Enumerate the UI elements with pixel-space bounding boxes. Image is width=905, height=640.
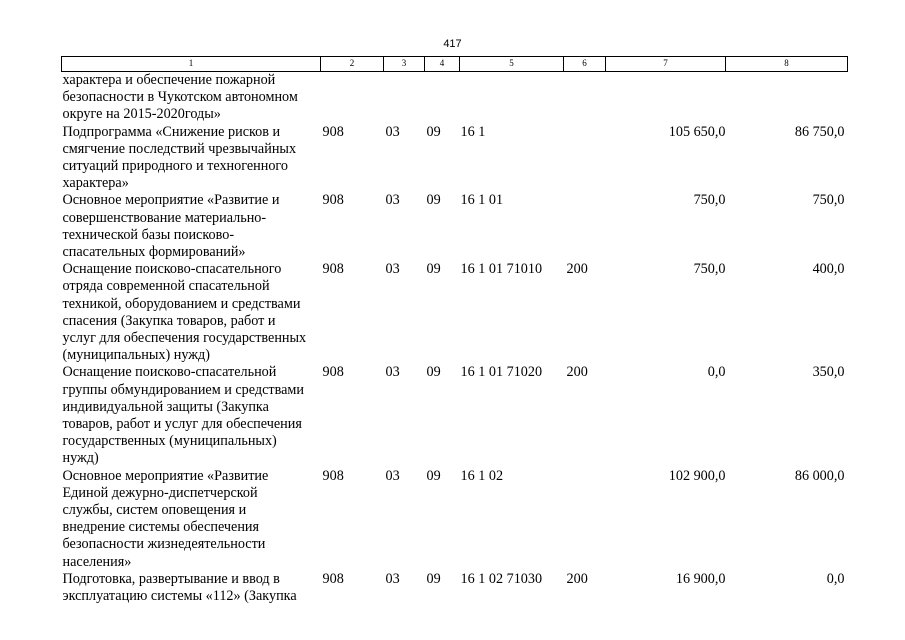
amount-1-cell: [606, 72, 726, 124]
item-name-line: Подпрограмма «Снижение рисков и: [62, 123, 281, 140]
item-name-line: техникой, оборудованием и средствами: [62, 295, 301, 312]
item-name-line: Единой дежурно-диспетчерской: [62, 484, 258, 501]
item-name-line: Основное мероприятие «Развитие и: [62, 192, 280, 209]
header-col-3: 3: [384, 57, 425, 72]
subsection-cell: [425, 72, 460, 124]
expense-type-cell: [564, 192, 606, 261]
item-name-line: товаров, работ и услуг для обеспечения: [62, 416, 302, 433]
budget-table: [61, 56, 848, 605]
grbs-cell: 908: [322, 364, 344, 381]
column-number-header: [62, 57, 848, 72]
item-name-line: Подготовка, развертывание и ввод в: [62, 570, 280, 587]
amount-2-cell: 400,0: [812, 261, 845, 278]
item-name-line: нужд): [62, 450, 99, 467]
grbs-cell: 908: [322, 123, 344, 140]
table-row: [62, 571, 848, 605]
amount-1-cell: 105 650,0: [668, 123, 726, 140]
subsection-cell: 09: [426, 123, 441, 140]
target-article-cell: 16 1 01: [460, 192, 504, 209]
item-name-cell: [62, 124, 321, 193]
section-cell: 03: [385, 123, 400, 140]
item-name-cell: [62, 192, 321, 261]
subsection-cell: 09: [426, 570, 441, 587]
expense-type-cell: 200: [566, 570, 588, 587]
item-name-line: Оснащение поисково-спасательного: [62, 261, 282, 278]
subsection-cell: 09: [426, 192, 441, 209]
table-row: [62, 261, 848, 364]
grbs-cell: [321, 72, 384, 124]
table-row: [62, 468, 848, 571]
item-name-line: округе на 2015-2020годы»: [62, 106, 221, 123]
target-article-cell: 16 1 02: [460, 467, 504, 484]
amount-1-cell: 102 900,0: [668, 467, 726, 484]
amount-2-cell: 86 000,0: [794, 467, 845, 484]
subsection-cell: 09: [426, 364, 441, 381]
item-name-line: Оснащение поисково-спасательной: [62, 364, 277, 381]
target-article-cell: [460, 72, 564, 124]
item-name-line: характера»: [62, 175, 129, 192]
header-col-4: 4: [425, 57, 460, 72]
section-cell: 03: [385, 467, 400, 484]
subsection-cell: 09: [426, 261, 441, 278]
section-cell: 03: [385, 261, 400, 278]
item-name-line: смягчение последствий чрезвычайных: [62, 140, 297, 157]
item-name-line: населения»: [62, 553, 132, 570]
grbs-cell: 908: [322, 570, 344, 587]
amount-1-cell: 0,0: [707, 364, 726, 381]
grbs-cell: 908: [322, 261, 344, 278]
item-name-cell: [62, 72, 321, 124]
amount-1-cell: 750,0: [693, 192, 726, 209]
header-col-5: 5: [460, 57, 564, 72]
item-name-line: услуг для обеспечения государственных: [62, 330, 307, 347]
expense-type-cell: [564, 124, 606, 193]
amount-2-cell: 0,0: [826, 570, 845, 587]
expense-type-cell: [564, 468, 606, 571]
header-col-7: 7: [606, 57, 726, 72]
section-cell: [384, 72, 425, 124]
section-cell: 03: [385, 192, 400, 209]
item-name-line: технической базы поисково-: [62, 226, 235, 243]
target-article-cell: 16 1 01 71020: [460, 364, 543, 381]
amount-2-cell: 86 750,0: [794, 123, 845, 140]
item-name-line: государственных (муниципальных): [62, 433, 277, 450]
subsection-cell: 09: [426, 467, 441, 484]
item-name-line: Основное мероприятие «Развитие: [62, 467, 269, 484]
item-name-line: спасательных формирований»: [62, 244, 246, 261]
grbs-cell: 908: [322, 192, 344, 209]
amount-1-cell: 16 900,0: [675, 570, 726, 587]
item-name-line: внедрение системы обеспечения: [62, 519, 260, 536]
target-article-cell: 16 1 01 71010: [460, 261, 543, 278]
amount-2-cell: 750,0: [812, 192, 845, 209]
item-name-line: службы, систем оповещения и: [62, 502, 247, 519]
item-name-line: отряда современной спасательной: [62, 278, 270, 295]
amount-2-cell: [726, 72, 848, 124]
target-article-cell: 16 1: [460, 123, 486, 140]
section-cell: 03: [385, 570, 400, 587]
item-name-cell: [62, 571, 321, 605]
expense-type-cell: [564, 72, 606, 124]
expense-type-cell: 200: [566, 261, 588, 278]
item-name-line: безопасности в Чукотском автономном: [62, 89, 298, 106]
table-row: [62, 72, 848, 124]
item-name-line: совершенствование материально-: [62, 209, 267, 226]
table-row: [62, 364, 848, 467]
target-article-cell: 16 1 02 71030: [460, 570, 543, 587]
header-col-1: 1: [62, 57, 321, 72]
section-cell: 03: [385, 364, 400, 381]
item-name-line: безопасности жизнедеятельности: [62, 536, 266, 553]
item-name-cell: [62, 364, 321, 467]
item-name-line: (муниципальных) нужд): [62, 347, 210, 364]
item-name-line: индивидуальной защиты (Закупка: [62, 398, 269, 415]
table-body: [62, 72, 848, 606]
header-col-8: 8: [726, 57, 848, 72]
expense-type-cell: 200: [566, 364, 588, 381]
table-row: [62, 124, 848, 193]
item-name-cell: [62, 261, 321, 364]
item-name-line: эксплуатацию системы «112» (Закупка: [62, 588, 297, 605]
amount-2-cell: 350,0: [812, 364, 845, 381]
page-number: 417: [443, 38, 462, 50]
header-col-6: 6: [564, 57, 606, 72]
item-name-line: спасения (Закупка товаров, работ и: [62, 312, 276, 329]
header-col-2: 2: [321, 57, 384, 72]
item-name-line: характера и обеспечение пожарной: [62, 72, 276, 88]
item-name-line: группы обмундированием и средствами: [62, 381, 304, 398]
amount-1-cell: 750,0: [693, 261, 726, 278]
item-name-line: ситуаций природного и техногенного: [62, 158, 288, 175]
grbs-cell: 908: [322, 467, 344, 484]
item-name-cell: [62, 468, 321, 571]
table-row: [62, 192, 848, 261]
